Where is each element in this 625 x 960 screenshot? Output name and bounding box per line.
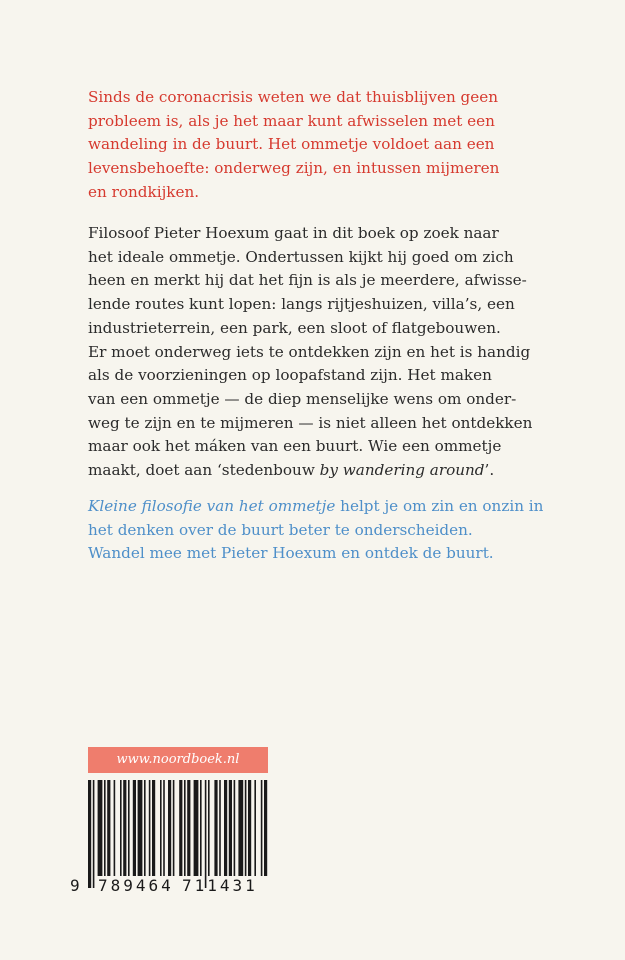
book-title-italic: Kleine filosofie van het ommetje	[88, 497, 336, 515]
closing-first-line	[88, 495, 543, 519]
barcode-bar	[149, 780, 151, 876]
barcode-bar	[107, 780, 110, 876]
description-line: als de voorzieningen op loopafstand zijn. Het maken	[88, 366, 492, 385]
barcode-bar	[187, 780, 190, 876]
barcode-bar	[104, 780, 106, 876]
barcode-bar	[93, 780, 95, 888]
description-line: industrieterrein, een park, een sloot of flatgebouwen.	[88, 318, 501, 337]
description-last-line	[88, 459, 532, 483]
barcode-bar	[229, 780, 232, 876]
isbn-right-group: 711431	[182, 876, 258, 895]
barcode-bar	[184, 780, 186, 876]
barcode-bar	[128, 780, 130, 876]
intro-line: levensbehoefte: onderweg zijn, en intussen mijmeren	[88, 159, 500, 178]
intro-paragraph	[88, 86, 499, 205]
barcode-bar	[261, 780, 263, 876]
closing-line: Wandel mee met Pieter Hoexum en ontdek de buurt.	[88, 544, 494, 563]
barcode-bar	[205, 780, 207, 888]
barcode-bar	[88, 780, 91, 888]
isbn-barcode	[70, 780, 270, 900]
barcode-bar	[194, 780, 199, 876]
description-line: heen en merkt hij dat het fijn is als je meerdere, afwisse-	[88, 271, 527, 290]
barcode-bar	[245, 780, 247, 876]
barcode-bar	[120, 780, 122, 876]
barcode-bar	[214, 780, 217, 876]
barcode-bar	[264, 780, 267, 876]
barcode-bar	[168, 780, 171, 876]
description-line: het ideale ommetje. Ondertussen kijkt hij goed om zich	[88, 247, 514, 266]
isbn-number	[70, 876, 270, 900]
closing-line: het denken over de buurt beter te onderscheiden.	[88, 520, 473, 539]
intro-line: Sinds de coronacrisis weten we dat thuisblijven geen	[88, 88, 499, 106]
barcode-bar	[152, 780, 155, 876]
barcode-bar	[254, 780, 256, 876]
intro-line: en rondkijken.	[88, 182, 200, 201]
closing-first-line-rest: helpt je om zin en onzin in	[335, 497, 544, 515]
publisher-url-badge: www.noordboek.nl	[88, 747, 268, 773]
barcode-bar	[138, 780, 143, 876]
description-line: maar ook het máken van een buurt. Wie een ommetje	[88, 437, 502, 456]
isbn-left-group: 789464	[98, 876, 174, 895]
description-line: weg te zijn en te mijmeren — is niet alleen het ontdekken	[88, 413, 533, 432]
description-line: lende routes kunt lopen: langs rijtjeshuizen, villa’s, een	[88, 295, 515, 314]
barcode-bar	[234, 780, 236, 876]
description-paragraph	[88, 222, 532, 483]
intro-line: probleem is, als je het maar kunt afwisselen met een	[88, 111, 495, 130]
barcode-bar	[200, 780, 202, 876]
barcode-bar	[160, 780, 162, 876]
description-line: Er moet onderweg iets te ontdekken zijn en het is handig	[88, 342, 531, 361]
barcode-bars	[88, 780, 270, 888]
barcode-bar	[98, 780, 103, 876]
barcode-bar	[238, 780, 243, 876]
barcode-bar	[163, 780, 165, 876]
barcode-bar	[173, 780, 175, 876]
description-last-line-suffix: ’.	[484, 461, 495, 480]
barcode-bar	[114, 780, 116, 876]
barcode-bar	[208, 780, 210, 876]
description-last-line-italic: by wandering around	[319, 461, 485, 480]
barcode-bar	[219, 780, 221, 876]
barcode-bar	[224, 780, 227, 876]
intro-line: wandeling in de buurt. Het ommetje voldoet aan een	[88, 135, 495, 154]
isbn-first-digit: 9	[70, 876, 80, 895]
description-line: van een ommetje — de diep menselijke wens om onder-	[88, 389, 517, 408]
closing-paragraph	[88, 495, 543, 566]
description-line: Filosoof Pieter Hoexum gaat in dit boek op zoek naar	[88, 224, 499, 242]
description-last-line-prefix: maakt, doet aan ‘stedenbouw	[88, 461, 320, 480]
barcode-bar	[123, 780, 126, 876]
barcode-bar	[144, 780, 146, 876]
barcode-bar	[248, 780, 251, 876]
barcode-bar	[133, 780, 136, 876]
barcode-bar	[179, 780, 182, 876]
